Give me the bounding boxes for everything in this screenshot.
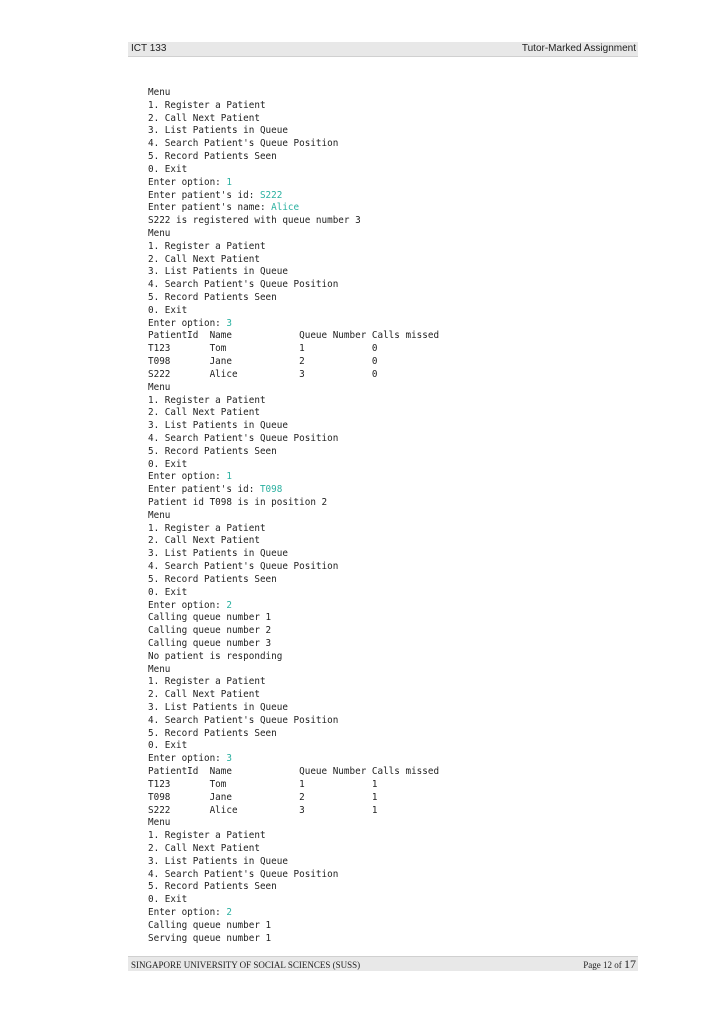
console-line-text: 3. List Patients in Queue bbox=[148, 548, 288, 560]
console-line bbox=[148, 638, 439, 651]
console-line-text: Enter option: bbox=[148, 907, 227, 918]
console-line-text: T098 Jane 2 0 bbox=[148, 356, 378, 368]
user-input-text: Alice bbox=[271, 202, 300, 214]
console-line-text: PatientId Name Queue Number Calls missed bbox=[148, 766, 440, 778]
console-line-text: Enter option: bbox=[148, 599, 227, 611]
console-line-text: 5. Record Patients Seen bbox=[148, 292, 277, 303]
console-line bbox=[148, 190, 439, 203]
console-line bbox=[148, 715, 439, 728]
console-line-text: 2. Call Next Patient bbox=[148, 689, 260, 701]
console-line bbox=[148, 510, 439, 523]
console-line bbox=[148, 318, 439, 331]
console-line-text: Enter option: bbox=[148, 176, 227, 188]
user-input-text: 2 bbox=[226, 907, 232, 918]
console-line-text: 4. Search Patient's Queue Position bbox=[148, 432, 339, 444]
console-line bbox=[148, 279, 439, 292]
console-line bbox=[148, 587, 439, 600]
console-line-text: 4. Search Patient's Queue Position bbox=[148, 714, 339, 726]
console-line bbox=[148, 523, 439, 536]
console-line-text: 0. Exit bbox=[148, 304, 188, 316]
console-line-text: No patient is responding bbox=[148, 650, 283, 662]
console-line-text: 0. Exit bbox=[148, 894, 188, 906]
console-line bbox=[148, 369, 439, 382]
user-input-text: T098 bbox=[259, 484, 283, 496]
console-line-text: 1. Register a Patient bbox=[148, 830, 266, 842]
console-line-text: Menu bbox=[148, 227, 171, 239]
console-line-text: 2. Call Next Patient bbox=[148, 842, 260, 854]
console-line-text: 1. Register a Patient bbox=[148, 522, 266, 534]
console-line bbox=[148, 920, 439, 933]
console-line-text: Enter patient's id: bbox=[148, 189, 260, 201]
user-input-text: 3 bbox=[226, 317, 232, 329]
console-line bbox=[148, 471, 439, 484]
console-line bbox=[148, 125, 439, 138]
user-input-text: 2 bbox=[226, 599, 232, 611]
console-line-text: 5. Record Patients Seen bbox=[148, 727, 277, 739]
console-line bbox=[148, 177, 439, 190]
page-number bbox=[583, 957, 636, 972]
console-line-text: Enter option: bbox=[148, 753, 227, 765]
user-input-text: 3 bbox=[226, 753, 232, 765]
console-line-text: 3. List Patients in Queue bbox=[148, 855, 288, 867]
console-line bbox=[148, 151, 439, 164]
console-line bbox=[148, 869, 439, 882]
console-line bbox=[148, 87, 439, 100]
console-line-text: S222 Alice 3 1 bbox=[148, 804, 378, 816]
console-line bbox=[148, 138, 439, 151]
user-input-text: 1 bbox=[226, 176, 232, 188]
console-line-text: 0. Exit bbox=[148, 163, 188, 175]
console-line bbox=[148, 459, 439, 472]
console-line-text: 3. List Patients in Queue bbox=[148, 266, 288, 278]
console-line-text: S222 Alice 3 0 bbox=[148, 368, 378, 380]
console-line-text: 3. List Patients in Queue bbox=[148, 420, 288, 432]
console-line bbox=[148, 420, 439, 433]
console-line bbox=[148, 702, 439, 715]
console-line bbox=[148, 266, 439, 279]
console-line-text: 5. Record Patients Seen bbox=[148, 445, 277, 457]
console-line bbox=[148, 356, 439, 369]
console-line-text: Calling queue number 3 bbox=[148, 637, 272, 649]
console-line bbox=[148, 792, 439, 805]
console-line bbox=[148, 305, 439, 318]
page-header bbox=[128, 42, 638, 57]
console-line-text: 2. Call Next Patient bbox=[148, 253, 260, 265]
console-line-text: Menu bbox=[148, 663, 171, 675]
console-line bbox=[148, 933, 439, 946]
console-line bbox=[148, 446, 439, 459]
console-line-text: 1. Register a Patient bbox=[148, 240, 266, 252]
console-line-text: 4. Search Patient's Queue Position bbox=[148, 138, 339, 150]
console-line-text: T123 Tom 1 1 bbox=[148, 778, 378, 790]
course-code: ICT 133 bbox=[131, 43, 167, 54]
console-line bbox=[148, 625, 439, 638]
console-line bbox=[148, 407, 439, 420]
console-line bbox=[148, 241, 439, 254]
console-line-text: 2. Call Next Patient bbox=[148, 535, 260, 547]
console-line bbox=[148, 843, 439, 856]
user-input-text: 1 bbox=[226, 471, 232, 483]
console-line-text: 0. Exit bbox=[148, 458, 188, 470]
console-line bbox=[148, 766, 439, 779]
console-line-text: 3. List Patients in Queue bbox=[148, 702, 288, 713]
university-name: SINGAPORE UNIVERSITY OF SOCIAL SCIENCES (SUSS) bbox=[131, 960, 361, 970]
console-line-text: Calling queue number 1 bbox=[148, 919, 272, 931]
console-line bbox=[148, 753, 439, 766]
console-line bbox=[148, 612, 439, 625]
console-line-text: Menu bbox=[148, 817, 171, 829]
console-line-text: 5. Record Patients Seen bbox=[148, 573, 277, 585]
console-line bbox=[148, 395, 439, 408]
page-number-prefix: Page 12 of bbox=[583, 960, 622, 970]
console-line-text: 4. Search Patient's Queue Position bbox=[148, 561, 339, 573]
console-line bbox=[148, 676, 439, 689]
console-line-text: Menu bbox=[148, 381, 171, 393]
console-line bbox=[148, 484, 439, 497]
console-line-text: PatientId Name Queue Number Calls missed bbox=[148, 330, 440, 342]
console-line-text: Enter patient's id: bbox=[148, 484, 260, 496]
console-line-text: Enter patient's name: bbox=[148, 202, 272, 214]
console-line-text: Patient id T098 is in position 2 bbox=[148, 497, 328, 508]
console-line-text: S222 is registered with queue number 3 bbox=[148, 215, 361, 227]
console-line bbox=[148, 907, 439, 920]
console-line bbox=[148, 600, 439, 613]
console-line bbox=[148, 779, 439, 792]
console-line bbox=[148, 664, 439, 677]
console-line-text: Calling queue number 1 bbox=[148, 612, 272, 624]
document-type: Tutor-Marked Assignment bbox=[521, 43, 636, 54]
console-line bbox=[148, 228, 439, 241]
console-line-text: Enter option: bbox=[148, 471, 227, 483]
console-line bbox=[148, 881, 439, 894]
console-line-text: 5. Record Patients Seen bbox=[148, 151, 277, 163]
console-line-text: 1. Register a Patient bbox=[148, 394, 266, 406]
page-footer bbox=[128, 956, 638, 971]
console-line bbox=[148, 535, 439, 548]
page-total: 17 bbox=[624, 957, 636, 971]
console-line bbox=[148, 113, 439, 126]
console-line bbox=[148, 215, 439, 228]
console-line-text: 2. Call Next Patient bbox=[148, 407, 260, 419]
console-line bbox=[148, 651, 439, 664]
console-line bbox=[148, 805, 439, 818]
console-line-text: 4. Search Patient's Queue Position bbox=[148, 279, 339, 291]
console-line bbox=[148, 830, 439, 843]
console-line-text: Menu bbox=[148, 87, 171, 98]
console-line bbox=[148, 100, 439, 113]
console-line bbox=[148, 497, 439, 510]
console-line-text: Calling queue number 2 bbox=[148, 625, 272, 637]
console-line bbox=[148, 343, 439, 356]
console-line-text: 2. Call Next Patient bbox=[148, 112, 260, 124]
console-line-text: 1. Register a Patient bbox=[148, 99, 266, 111]
console-line bbox=[148, 164, 439, 177]
console-line bbox=[148, 330, 439, 343]
console-line bbox=[148, 561, 439, 574]
console-line-text: T098 Jane 2 1 bbox=[148, 791, 378, 803]
console-line-text: 5. Record Patients Seen bbox=[148, 881, 277, 893]
console-line bbox=[148, 382, 439, 395]
console-line-text: Menu bbox=[148, 509, 171, 521]
console-line-text: Serving queue number 1 bbox=[148, 932, 272, 944]
console-line bbox=[148, 728, 439, 741]
console-line-text: 4. Search Patient's Queue Position bbox=[148, 868, 339, 880]
console-line bbox=[148, 574, 439, 587]
console-line-text: 3. List Patients in Queue bbox=[148, 125, 288, 137]
console-line bbox=[148, 856, 439, 869]
console-line-text: 0. Exit bbox=[148, 586, 188, 598]
console-line bbox=[148, 202, 439, 215]
user-input-text: S222 bbox=[259, 189, 283, 201]
console-line bbox=[148, 254, 439, 267]
console-line bbox=[148, 817, 439, 830]
console-line bbox=[148, 292, 439, 305]
console-line bbox=[148, 548, 439, 561]
console-line bbox=[148, 740, 439, 753]
console-output bbox=[148, 87, 439, 945]
console-line-text: T123 Tom 1 0 bbox=[148, 343, 378, 355]
console-line bbox=[148, 894, 439, 907]
console-line-text: 0. Exit bbox=[148, 740, 188, 752]
console-line-text: Enter option: bbox=[148, 317, 227, 329]
console-line bbox=[148, 433, 439, 446]
console-line-text: 1. Register a Patient bbox=[148, 676, 266, 688]
console-line bbox=[148, 689, 439, 702]
